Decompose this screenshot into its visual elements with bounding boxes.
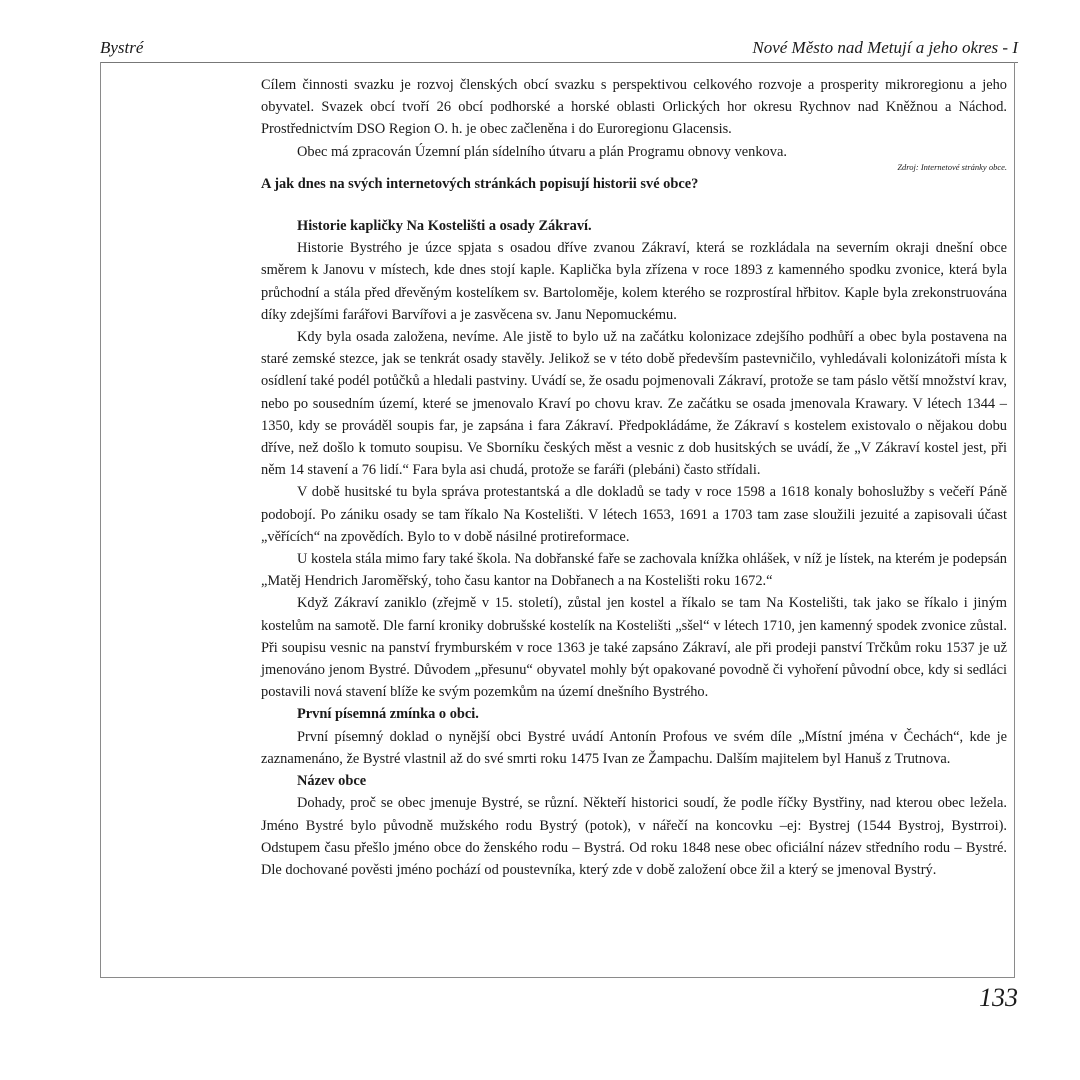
section-question: A jak dnes na svých internetových stránkách popisují historii své obce? xyxy=(261,175,699,192)
source-note: Zdroj: Internetové stránky obce. xyxy=(897,161,1007,172)
page-number: 133 xyxy=(979,983,1018,1012)
history-paragraph-5: Když Zákraví zaniklo (zřejmě v 15. století), zůstal jen kostel a říkalo se tam Na Kostelišti, tak jako se říkalo i jiným kostelům na samotě. Dle farní kroniky dobrušské kostelík na Kostelišti „sšel“ v létech 1710, jen kamenný spodek zvonice zůstal. Při soupisu vesnic na panství frymburském v roce 1363 je také zapsáno Zákraví, ale při prodeji panství Trčkům roku 1537 je už jmenováno jenom Bystré. Důvodem „přesunu“ obyvatel mohly být opakované povodně či vyhoření původní obce, kdy si sedláci postavili nová stavení blíže ke svým pozemkům na území dnešního Bystrého. xyxy=(261,595,1007,701)
section-heading-name: Název obce xyxy=(297,773,367,790)
history-paragraph-2: Kdy byla osada založena, nevíme. Ale jistě to bylo už na začátku kolonizace zdejšího podhůří a obec byla postavena na staré zemské stezce, jak se tenkrát osady stavěly. Jelikož se v této době především pastevničilo, vyhledávali kolonizátoři místa k osídlení také podél potůčků a hledali pastviny. Uvádí se, že osadu pojmenovali Zákraví, protože se tam páslo větší množství krav, nebo po sousedním území, které se jmenovalo Kraví po chovu krav. Ze začátku se osada jmenovala Krawary. V létech 1344 – 1350, kdy se prováděl soupis far, je zapsána i fara Zákraví. Předpokládáme, že Zákraví s kostelem existovalo o nějakou dobu dříve, než došlo k tomuto soupisu. Ve Sborníku českých měst a vesnic z dob husitských se uvádí, že „V Zákraví kostel jest, při něm 14 stavení a 76 lidí.“ Fara byla asi chudá, protože se faráři (plebáni) často střídali. xyxy=(261,329,1007,479)
intro-paragraph-1: Cílem činnosti svazku je rozvoj členských obcí svazku s perspektivou celkového rozvoje a prosperity mikroregionu a jeho obyvatel. Svazek obcí tvoří 26 obcí podhorské a horské oblasti Orlických hor okresu Rychnov nad Kněžnou a Náchod. Prostřednictvím DSO Region O. h. je obec začleněna i do Euroregionu Glacensis. xyxy=(261,77,1007,138)
first-mention-paragraph: První písemný doklad o nynější obci Bystré uvádí Antonín Profous ve svém díle „Místní jména v Čechách“, kde je zaznamenáno, že Bystré vlastnil až do své smrti roku 1475 Ivan ze Žampachu. Dalším majitelem byl Hanuš z Trutnova. xyxy=(261,728,1007,767)
section-heading-first-mention: První písemná zmínka o obci. xyxy=(297,706,479,723)
name-paragraph: Dohady, proč se obec jmenuje Bystré, se různí. Někteří historici soudí, že podle říčky Bystřiny, nad kterou obec ležela. Jméno Bystré bylo původně mužského rodu Bystrý (potok), v nářečí na koncovku –ej: Bystrej (1544 Bystroj, Bystrroi). Odstupem času přešlo jméno obce do ženského rodu – Bystrá. Od roku 1848 nese obec oficiální název středního rodu – Bystré. Dle dochované pověsti jméno pochází od poustevníka, který zde v době založení obce žil a který se jmenoval Bystrý. xyxy=(261,795,1007,878)
history-paragraph-3: V době husitské tu byla správa protestantská a dle dokladů se tady v roce 1598 a 1618 konaly bohoslužby s večeří Páně podobojí. Po zániku osady se tam říkalo Na Kostelišti. V létech 1653, 1691 a 1703 tam zase sloužili jezuité a zapisovali účast „věřících“ na zpovědích. Bylo to v době násilné protireformace. xyxy=(261,484,1007,545)
section-heading-history: Historie kapličky Na Kostelišti a osady Zákraví. xyxy=(297,218,592,235)
page-content xyxy=(261,74,1007,881)
running-header-left: Bystré xyxy=(100,38,144,57)
intro-paragraph-2: Obec má zpracován Územní plán sídelního útvaru a plán Programu obnovy venkova. xyxy=(297,143,787,160)
history-paragraph-4: U kostela stála mimo fary také škola. Na dobřanské faře se zachovala knížka ohlášek, v níž je lístek, na kterém je podepsán „Matěj Hendrich Jaroměřský, toho času kantor na Dobřanech a na Kostelišti roku 1672.“ xyxy=(261,551,1007,590)
running-header-right: Nové Město nad Metují a jeho okres - I xyxy=(752,38,1018,57)
history-paragraph-1: Historie Bystrého je úzce spjata s osadou dříve zvanou Zákraví, která se rozkládala na severním okraji dnešní obce směrem k Janovu v místech, kde dnes stojí kaple. Kaplička byla zřízena v roce 1893 z kamenného spodku zvonice, která byla průchodní a stála před dřevěným kostelíkem sv. Bartoloměje, kolem kterého se rozprostíral hřbitov. Kaple byla zrekonstruována díky zdejšími farářovi Barvířovi a je zasvěcena sv. Janu Nepomuckému. xyxy=(261,240,1007,323)
